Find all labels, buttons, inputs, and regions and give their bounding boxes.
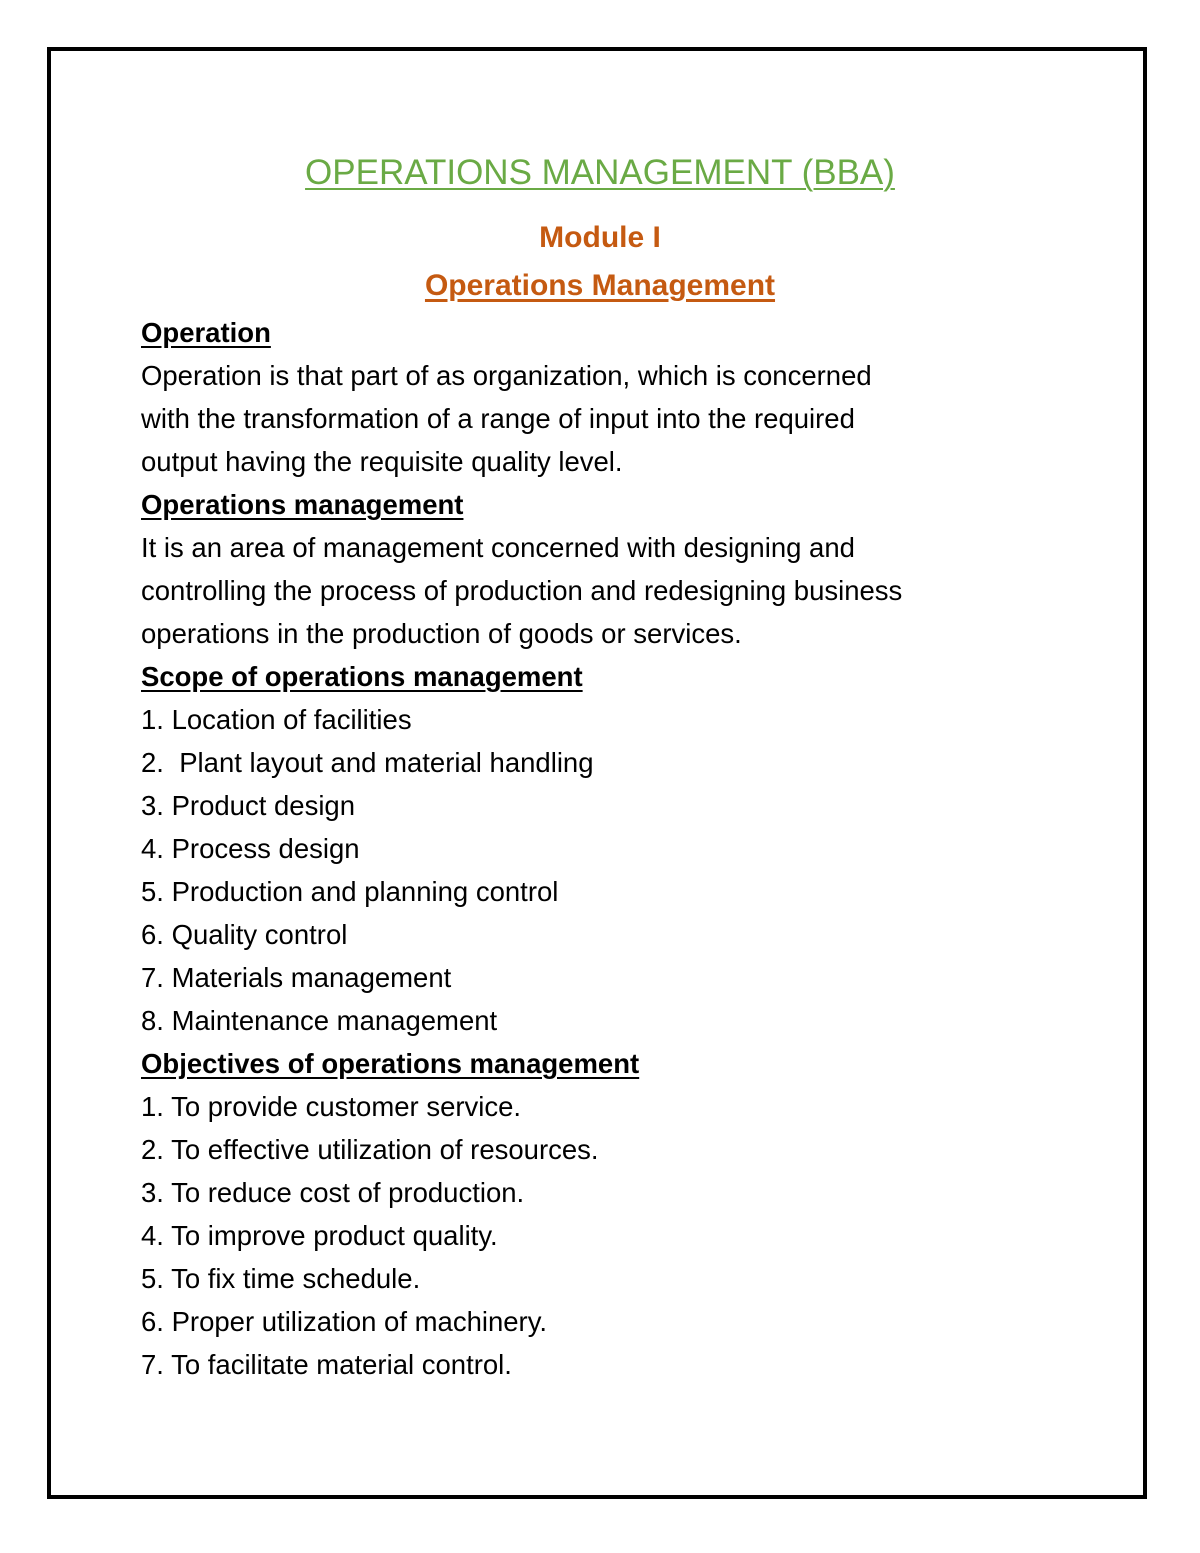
operation-line: with the transformation of a range of input into the required — [141, 403, 855, 434]
objectives-list-item: 3. To reduce cost of production. — [141, 1177, 525, 1208]
document-title: OPERATIONS MANAGEMENT (BBA) — [305, 153, 895, 192]
scope-list-item: 4. Process design — [141, 833, 360, 864]
scope-list-item: 8. Maintenance management — [141, 1005, 498, 1036]
operation-line: output having the requisite quality level. — [141, 446, 623, 477]
document-body — [141, 311, 1081, 1386]
operations-management-line: operations in the production of goods or services. — [141, 618, 742, 649]
operation-line: Operation is that part of as organization, which is concerned — [141, 360, 872, 391]
objectives-list-item: 2. To effective utilization of resources. — [141, 1134, 599, 1165]
operations-management-line: controlling the process of production and redesigning business — [141, 575, 903, 606]
scope-list-item: 6. Quality control — [141, 919, 348, 950]
objectives-list-item: 1. To provide customer service. — [141, 1091, 522, 1122]
section-heading-objectives: Objectives of operations management — [141, 1048, 640, 1079]
operations-management-line: It is an area of management concerned with designing and — [141, 532, 855, 563]
section-heading-scope: Scope of operations management — [141, 661, 583, 692]
objectives-list-item: 5. To fix time schedule. — [141, 1263, 421, 1294]
section-heading-operations-management: Operations management — [141, 489, 464, 520]
scope-list-item: 1. Location of facilities — [141, 704, 412, 735]
objectives-list-item: 7. To facilitate material control. — [141, 1349, 512, 1380]
objectives-list-item: 6. Proper utilization of machinery. — [141, 1306, 548, 1337]
section-heading-operation: Operation — [141, 317, 271, 348]
scope-list-item: 2. Plant layout and material handling — [141, 747, 594, 778]
objectives-list-item: 4. To improve product quality. — [141, 1220, 498, 1251]
module-subtitle: Operations Management — [424, 269, 776, 302]
scope-list-item: 3. Product design — [141, 790, 356, 821]
scope-list-item: 7. Materials management — [141, 962, 452, 993]
scope-list-item: 5. Production and planning control — [141, 876, 559, 907]
module-label: Module I — [539, 221, 661, 254]
